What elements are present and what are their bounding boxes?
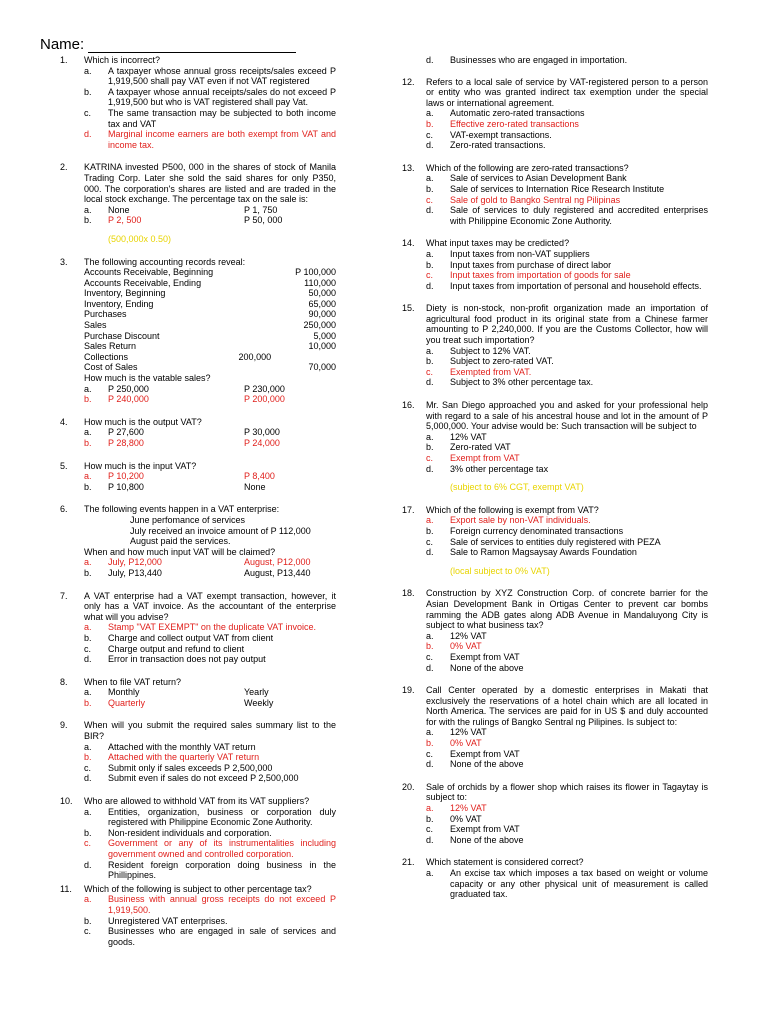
question-12 xyxy=(402,77,708,151)
record-row: Sales 250,000 xyxy=(84,320,336,331)
option-a: a. A taxpayer whose annual gross receipts/sales exceed P 1,919,500 shall pay VAT even if not VAT registered xyxy=(84,65,336,87)
option-a: a. Automatic zero-rated transactions xyxy=(426,108,585,119)
option-a: a. Input taxes from non-VAT suppliers xyxy=(426,248,590,259)
question-text: Diety is non-stock, non-profit organization made an importation of agricultural food product in its original state from a Chinese farmer amounting to P 2,240,000. If you are the Customs Collector, how will you treat such importation? xyxy=(426,303,708,346)
option-c: August, P12,000 xyxy=(244,557,311,568)
option-b: b. P 240,000 xyxy=(84,394,149,405)
question-text: Which of the following is exempt from VAT? xyxy=(426,504,599,515)
question-text: Which of the following are zero-rated transactions? xyxy=(426,162,629,173)
option-c: c. Charge output and refund to client xyxy=(84,643,245,654)
option-d: d. Subject to 3% other percentage tax. xyxy=(426,377,594,388)
option-a: a. Stamp "VAT EXEMPT" on the duplicate VAT invoice. xyxy=(84,622,316,633)
question-number: 5. xyxy=(60,460,68,471)
question-text: When will you submit the required sales summary list to the BIR? xyxy=(84,720,336,742)
option-b: b. Sale of services to Internation Rice Research Institute xyxy=(426,183,665,194)
option-d: d. None of the above xyxy=(426,759,524,770)
name-blank-line xyxy=(88,38,296,53)
option-c: c. Exempt from VAT xyxy=(426,824,520,835)
option-d: d. Sale to Ramon Magsaysay Awards Foundation xyxy=(426,547,637,558)
name-field xyxy=(40,36,296,53)
option-c: c. Sale of gold to Bangko Sentral ng Pilipinas xyxy=(426,194,621,205)
question-11 xyxy=(60,884,336,948)
question-number: 8. xyxy=(60,676,68,687)
sub-question: How much is the vatable sales? xyxy=(84,373,211,384)
option-c: P 230,000 xyxy=(244,383,285,394)
option-b: b. 0% VAT xyxy=(426,738,482,749)
option-a: a. 12% VAT xyxy=(426,803,487,814)
option-b: b. 0% VAT xyxy=(426,641,482,652)
option-b: b. Effective zero-rated transactions xyxy=(426,118,579,129)
question-text: Sale of orchids by a flower shop which raises its flower in Tagaytay is subject to: xyxy=(426,781,708,803)
option-a: a. Business with annual gross receipts do not exceed P 1,919,500. xyxy=(84,894,336,915)
question-20 xyxy=(402,782,708,846)
option-a: a. None xyxy=(84,204,130,215)
answer-note: (local subject to 0% VAT) xyxy=(450,565,550,576)
question-13 xyxy=(402,163,708,227)
question-number: 1. xyxy=(60,55,68,65)
question-text: The following accounting records reveal: xyxy=(84,256,246,267)
question-text: Refers to a local sale of service by VAT-registered person to a person or entity who was granted indirect tax exemption under the special laws or international agreement. xyxy=(426,76,708,108)
option-c: P 8,400 xyxy=(244,471,275,482)
question-6 xyxy=(60,504,336,578)
option-b: b. Non-resident individuals and corporation. xyxy=(84,827,272,838)
option-a: a. July, P12,000 xyxy=(84,557,162,568)
question-text: Which statement is considered correct? xyxy=(426,857,584,868)
question-number: 19. xyxy=(402,685,415,696)
option-b: b. Zero-rated VAT xyxy=(426,442,511,453)
question-number: 4. xyxy=(60,416,68,427)
option-d: d. Resident foreign corporation doing business in the Phillippines. xyxy=(84,859,336,881)
option-d: Weekly xyxy=(244,697,274,708)
option-a: a. Export sale by non-VAT individuals. xyxy=(426,515,591,526)
option-b: b. 0% VAT xyxy=(426,813,482,824)
option-a: a. Sale of services to Asian Development Bank xyxy=(426,173,627,184)
option-a: a. P 10,200 xyxy=(84,471,144,482)
question-number: 15. xyxy=(402,303,415,314)
option-a: a. Entities, organization, business or corporation duly registered with Philippine Economic Zone Authority. xyxy=(84,806,336,828)
question-15 xyxy=(402,303,708,388)
question-number: 11. xyxy=(60,883,72,894)
question-text: A VAT enterprise had a VAT exempt transaction, however, it only has a VAT invoice. As the accountant of the enterprise what will you advise? xyxy=(84,590,336,622)
option-c: c. Government or any of its instrumentalities including government owned and controlled corporation. xyxy=(84,838,336,859)
option-a: a. Monthly xyxy=(84,687,140,698)
option-a: a. P 27,600 xyxy=(84,427,144,438)
option-d: P 200,000 xyxy=(244,394,285,405)
question-2 xyxy=(60,162,336,244)
left-column xyxy=(60,55,336,956)
question-text: What input taxes may be credicted? xyxy=(426,238,570,249)
option-b: b. Quarterly xyxy=(84,697,146,708)
record-row: Collections 200,000 xyxy=(84,351,272,362)
sub-question: When and how much input VAT will be claimed? xyxy=(84,546,276,557)
question-text: Call Center operated by a domestic enterprises in Makati that exclusively the reservations of a hotel chain which are all located in North America. The services are paid for in US $ and duly accounted for with the rulings of Bangko Sentral ng Pilipines. Is subject to: xyxy=(426,685,708,727)
record-row: Accounts Receivable, Ending 110,000 xyxy=(84,277,336,288)
event-line: August paid the services. xyxy=(130,536,231,547)
question-number: 7. xyxy=(60,590,68,601)
option-d: d. None of the above xyxy=(426,834,524,845)
question-7 xyxy=(60,591,336,665)
option-b: b. P 2, 500 xyxy=(84,215,142,226)
option-c: Yearly xyxy=(244,687,269,698)
question-text: KATRINA invested P500, 000 in the shares of stock of Manila Trading Corp. Later she sold the said shares for only P350, 000. The corporation's shares are listed and are traded in the local stock exchange. The percentage tax on the sale is: xyxy=(84,162,336,205)
question-5 xyxy=(60,461,336,493)
option-c: c. Sale of services to entities duly registered with PEZA xyxy=(426,536,661,547)
option-b: b. July, P13,440 xyxy=(84,567,162,578)
option-b: b. Subject to zero-rated VAT. xyxy=(426,356,554,367)
option-b: b. A taxpayer whose annual receipts/sales do not exceed P 1,919,500 but who is VAT registered shall pay Vat. xyxy=(84,86,336,108)
question-11-continued xyxy=(402,55,708,66)
question-number: 10. xyxy=(60,796,73,807)
question-number: 20. xyxy=(402,781,415,792)
right-column xyxy=(402,55,708,909)
option-a: a. An excise tax which imposes a tax based on weight or volume capacity or any other physical unit of measurement is called graduated tax. xyxy=(426,868,708,900)
option-d: P 24,000 xyxy=(244,438,280,448)
option-b: b. Foreign currency denominated transactions xyxy=(426,525,624,536)
option-d: None xyxy=(244,481,266,492)
record-row: Inventory, Ending 65,000 xyxy=(84,298,336,309)
option-a: a. 12% VAT xyxy=(426,431,487,442)
option-c: c. Submit only if sales exceeds P 2,500,000 xyxy=(84,762,273,773)
record-row: Accounts Receivable, Beginning P 100,000 xyxy=(84,267,336,278)
record-row: Inventory, Beginning 50,000 xyxy=(84,288,336,299)
option-d: d. 3% other percentage tax xyxy=(426,463,549,474)
option-c: c. Exempted from VAT. xyxy=(426,366,532,377)
option-b: b. P 28,800 xyxy=(84,438,144,448)
option-b: b. P 10,800 xyxy=(84,481,144,492)
option-d: August, P13,440 xyxy=(244,567,311,578)
question-number: 12. xyxy=(402,76,415,87)
question-3 xyxy=(60,257,336,405)
question-number: 6. xyxy=(60,504,68,515)
question-text: The following events happen in a VAT enterprise: xyxy=(84,504,280,515)
record-row: Sales Return 10,000 xyxy=(84,341,336,352)
question-16 xyxy=(402,400,708,493)
question-9 xyxy=(60,720,336,784)
option-c: P 1, 750 xyxy=(244,204,278,215)
question-number: 9. xyxy=(60,720,68,731)
option-c: c. Businesses who are engaged in sale of services and goods. xyxy=(84,926,336,947)
answer-note: (subject to 6% CGT, exempt VAT) xyxy=(450,482,584,493)
question-number: 17. xyxy=(402,504,415,515)
option-d: d. Marginal income earners are both exempt from VAT and income tax. xyxy=(84,129,336,150)
option-d: d. Input taxes from importation of personal and household effects. xyxy=(426,280,702,291)
option-d: d. Error in transaction does not pay output xyxy=(84,654,266,665)
option-c: P 30,000 xyxy=(244,427,280,438)
option-d: d. None of the above xyxy=(426,662,524,673)
option-a: a. 12% VAT xyxy=(426,630,487,641)
question-19 xyxy=(402,685,708,770)
question-text: When to file VAT return? xyxy=(84,676,182,687)
question-14 xyxy=(402,238,708,291)
question-text: Which is incorrect? xyxy=(84,55,161,65)
question-number: 2. xyxy=(60,162,68,173)
accounting-records xyxy=(84,267,336,373)
question-number: 21. xyxy=(402,857,415,868)
event-line: July received an invoice amount of P 112,000 xyxy=(130,525,311,536)
question-text: How much is the input VAT? xyxy=(84,460,197,471)
record-row: Purchase Discount 5,000 xyxy=(84,330,336,341)
record-row: Cost of Sales 70,000 xyxy=(84,362,336,373)
option-c: c. VAT-exempt transactions. xyxy=(426,129,552,140)
option-a: a. Subject to 12% VAT. xyxy=(426,345,531,356)
option-b: b. Attached with the quarterly VAT return xyxy=(84,752,260,763)
option-b: b. Charge and collect output VAT from client xyxy=(84,632,274,643)
question-text: Mr. San Diego approached you and asked for your professional help with regard to a sale of his ancestral house and lot in the amount of P 5,000,000. Your advise would be: Such transaction will be subject to xyxy=(426,400,708,432)
question-8 xyxy=(60,677,336,709)
question-10 xyxy=(60,796,336,881)
event-line: June perfomance of services xyxy=(130,514,246,525)
option-c: c. Exempt from VAT xyxy=(426,748,520,759)
question-17 xyxy=(402,505,708,577)
question-21 xyxy=(402,857,708,899)
question-number: 13. xyxy=(402,162,415,173)
question-1 xyxy=(60,55,336,150)
name-label: Name: xyxy=(40,36,85,53)
option-a: a. 12% VAT xyxy=(426,727,487,738)
question-18 xyxy=(402,588,708,673)
option-c: c. The same transaction may be subjected to both income tax and VAT xyxy=(84,107,336,129)
question-text: Who are allowed to withhold VAT from its VAT suppliers? xyxy=(84,796,310,807)
question-number: 18. xyxy=(402,588,415,599)
question-text: Construction by XYZ Construction Corp. of concrete barrier for the Asian Development Bank in Ortigas Center to prevent car bombs ramming the ADB gates along ADB Avenue in Mandaluyong City is subject to what business tax? xyxy=(426,588,708,631)
question-number: 14. xyxy=(402,238,415,249)
question-number: 16. xyxy=(402,400,415,411)
question-text: How much is the output VAT? xyxy=(84,416,202,427)
option-c: c. Input taxes from importation of goods for sale xyxy=(426,270,631,281)
record-row: Purchases 90,000 xyxy=(84,309,336,320)
option-c: c. Exempt from VAT xyxy=(426,651,520,662)
option-a: a. P 250,000 xyxy=(84,383,149,394)
option-d: d. Sale of services to duly registered and accredited enterprises with Philippine Economic Zone Authority. xyxy=(426,205,708,226)
option-d: d. Businesses who are engaged in importation. xyxy=(426,55,628,65)
option-a: a. Attached with the monthly VAT return xyxy=(84,741,256,752)
option-d: d. Submit even if sales do not exceed P 2,500,000 xyxy=(84,773,299,784)
option-b: b. Input taxes from purchase of direct labor xyxy=(426,259,612,270)
question-number: 3. xyxy=(60,256,68,267)
option-c: c. Exempt from VAT xyxy=(426,453,520,463)
option-d: d. Zero-rated transactions. xyxy=(426,140,546,151)
option-d: P 50, 000 xyxy=(244,215,283,226)
question-text: Which of the following is subject to other percentage tax? xyxy=(84,883,312,894)
option-b: b. Unregistered VAT enterprises. xyxy=(84,915,228,926)
answer-note: (500,000x 0.50) xyxy=(108,233,172,244)
question-4 xyxy=(60,417,336,449)
